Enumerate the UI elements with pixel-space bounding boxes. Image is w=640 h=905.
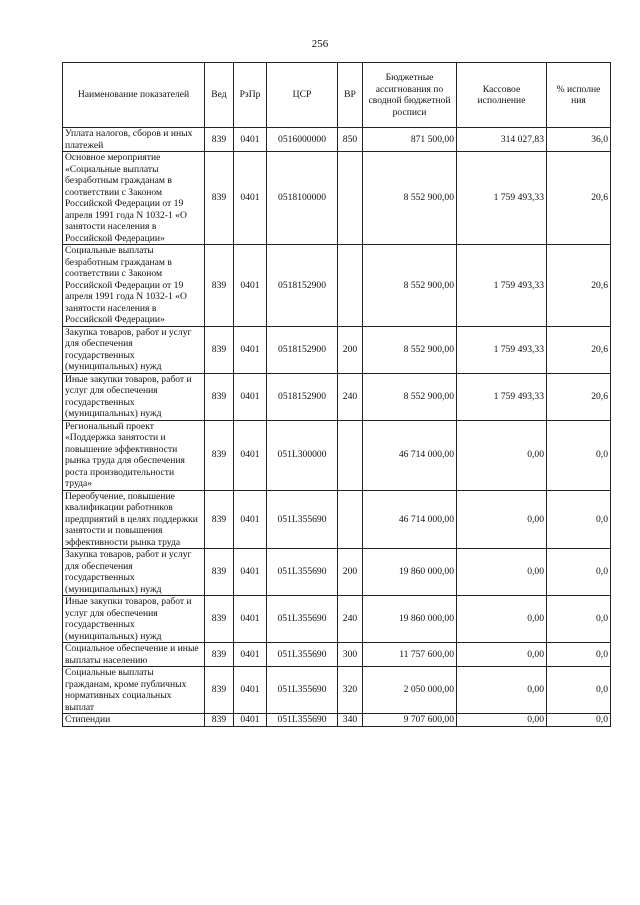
row-vr — [338, 420, 363, 490]
row-vr — [338, 490, 363, 549]
row-cash: 0,00 — [457, 667, 547, 714]
row-cash: 0,00 — [457, 714, 547, 727]
row-rzpr: 0401 — [234, 326, 267, 373]
row-budget: 19 860 000,00 — [363, 549, 457, 596]
row-name: Стипендии — [63, 714, 205, 727]
row-csr: 051L355690 — [267, 643, 338, 667]
row-csr: 0518152900 — [267, 326, 338, 373]
row-name: Уплата налогов, сборов и иных платежей — [63, 128, 205, 152]
row-cash: 1 759 493,33 — [457, 152, 547, 245]
row-ved: 839 — [205, 420, 234, 490]
row-cash: 0,00 — [457, 549, 547, 596]
row-cash: 0,00 — [457, 643, 547, 667]
row-ved: 839 — [205, 549, 234, 596]
row-ved: 839 — [205, 643, 234, 667]
row-name: Социальные выплаты безработным гражданам в соответствии с Законом Российской Федерации от 19 апреля 1991 года N 1032-1 «О занятости населения в Российской Федерации» — [63, 245, 205, 327]
row-ved: 839 — [205, 326, 234, 373]
table-row — [63, 714, 611, 727]
row-cash: 0,00 — [457, 490, 547, 549]
row-percent: 20,6 — [547, 326, 611, 373]
row-name: Иные закупки товаров, работ и услуг для обеспечения государственных (муниципальных) нужд — [63, 373, 205, 420]
row-rzpr: 0401 — [234, 245, 267, 327]
row-vr: 320 — [338, 667, 363, 714]
row-percent: 20,6 — [547, 245, 611, 327]
budget-execution-table — [62, 62, 611, 727]
row-name: Социальное обеспечение и иные выплаты населению — [63, 643, 205, 667]
row-ved: 839 — [205, 667, 234, 714]
row-csr: 051L355690 — [267, 714, 338, 727]
row-budget: 11 757 600,00 — [363, 643, 457, 667]
row-name: Закупка товаров, работ и услуг для обеспечения государственных (муниципальных) нужд — [63, 549, 205, 596]
header-csr: ЦСР — [267, 63, 338, 128]
row-csr: 0518152900 — [267, 373, 338, 420]
row-budget: 8 552 900,00 — [363, 245, 457, 327]
row-vr: 300 — [338, 643, 363, 667]
row-cash: 1 759 493,33 — [457, 373, 547, 420]
header-ved: Вед — [205, 63, 234, 128]
table-row — [63, 326, 611, 373]
header-rzpr: РзПр — [234, 63, 267, 128]
row-csr: 0518152900 — [267, 245, 338, 327]
table-row — [63, 152, 611, 245]
row-budget: 46 714 000,00 — [363, 490, 457, 549]
header-cash: Кассовое исполнение — [457, 63, 547, 128]
row-ved: 839 — [205, 490, 234, 549]
row-ved: 839 — [205, 714, 234, 727]
row-ved: 839 — [205, 128, 234, 152]
row-name: Региональный проект «Поддержка занятости и повышение эффективности рынка труда для обеспечения роста производительности труда» — [63, 420, 205, 490]
row-ved: 839 — [205, 596, 234, 643]
header-budget: Бюджетные ассигнования по сводной бюджетной росписи — [363, 63, 457, 128]
row-budget: 46 714 000,00 — [363, 420, 457, 490]
row-name: Иные закупки товаров, работ и услуг для обеспечения государственных (муниципальных) нужд — [63, 596, 205, 643]
row-rzpr: 0401 — [234, 714, 267, 727]
row-csr: 051L355690 — [267, 667, 338, 714]
row-csr: 051L355690 — [267, 596, 338, 643]
row-budget: 2 050 000,00 — [363, 667, 457, 714]
row-cash: 1 759 493,33 — [457, 245, 547, 327]
row-percent: 0,0 — [547, 643, 611, 667]
row-vr: 240 — [338, 373, 363, 420]
table-row — [63, 643, 611, 667]
row-vr: 200 — [338, 326, 363, 373]
row-rzpr: 0401 — [234, 667, 267, 714]
row-name: Социальные выплаты гражданам, кроме публичных нормативных социальных выплат — [63, 667, 205, 714]
row-cash: 0,00 — [457, 420, 547, 490]
row-cash: 314 027,83 — [457, 128, 547, 152]
row-name: Основное мероприятие «Социальные выплаты безработным гражданам в соответствии с Законом Российской Федерации от 19 апреля 1991 года N 1032-1 «О занятости населения в Российской Федерации» — [63, 152, 205, 245]
page-number: 256 — [311, 38, 329, 50]
row-budget: 19 860 000,00 — [363, 596, 457, 643]
row-rzpr: 0401 — [234, 128, 267, 152]
row-vr: 200 — [338, 549, 363, 596]
row-ved: 839 — [205, 152, 234, 245]
row-percent: 0,0 — [547, 490, 611, 549]
row-csr: 0518100000 — [267, 152, 338, 245]
table-row — [63, 596, 611, 643]
table-row — [63, 549, 611, 596]
row-rzpr: 0401 — [234, 490, 267, 549]
header-row — [63, 63, 611, 128]
table-row — [63, 667, 611, 714]
row-rzpr: 0401 — [234, 643, 267, 667]
row-ved: 839 — [205, 373, 234, 420]
row-ved: 839 — [205, 245, 234, 327]
row-percent: 20,6 — [547, 152, 611, 245]
row-vr: 240 — [338, 596, 363, 643]
row-percent: 0,0 — [547, 549, 611, 596]
row-rzpr: 0401 — [234, 373, 267, 420]
header-name: Наименование показателей — [63, 63, 205, 128]
row-budget: 871 500,00 — [363, 128, 457, 152]
row-rzpr: 0401 — [234, 420, 267, 490]
table-row — [63, 128, 611, 152]
row-rzpr: 0401 — [234, 152, 267, 245]
row-budget: 8 552 900,00 — [363, 373, 457, 420]
row-budget: 8 552 900,00 — [363, 152, 457, 245]
row-percent: 0,0 — [547, 420, 611, 490]
table-row — [63, 420, 611, 490]
header-percent: % исполне ния — [547, 63, 611, 128]
row-percent: 0,0 — [547, 667, 611, 714]
table-row — [63, 490, 611, 549]
row-csr: 0516000000 — [267, 128, 338, 152]
row-name: Переобучение, повышение квалификации работников предприятий в целях поддержки занятости и повышения эффективности рынка труда — [63, 490, 205, 549]
row-rzpr: 0401 — [234, 549, 267, 596]
header-vr: ВР — [338, 63, 363, 128]
row-csr: 051L355690 — [267, 549, 338, 596]
row-percent: 0,0 — [547, 714, 611, 727]
row-vr: 340 — [338, 714, 363, 727]
row-csr: 051L355690 — [267, 490, 338, 549]
row-rzpr: 0401 — [234, 596, 267, 643]
row-budget: 9 707 600,00 — [363, 714, 457, 727]
row-vr: 850 — [338, 128, 363, 152]
row-csr: 051L300000 — [267, 420, 338, 490]
row-budget: 8 552 900,00 — [363, 326, 457, 373]
row-percent: 36,0 — [547, 128, 611, 152]
row-percent: 0,0 — [547, 596, 611, 643]
row-vr — [338, 152, 363, 245]
row-percent: 20,6 — [547, 373, 611, 420]
table-row — [63, 373, 611, 420]
row-cash: 0,00 — [457, 596, 547, 643]
row-cash: 1 759 493,33 — [457, 326, 547, 373]
row-name: Закупка товаров, работ и услуг для обеспечения государственных (муниципальных) нужд — [63, 326, 205, 373]
row-vr — [338, 245, 363, 327]
table-row — [63, 245, 611, 327]
